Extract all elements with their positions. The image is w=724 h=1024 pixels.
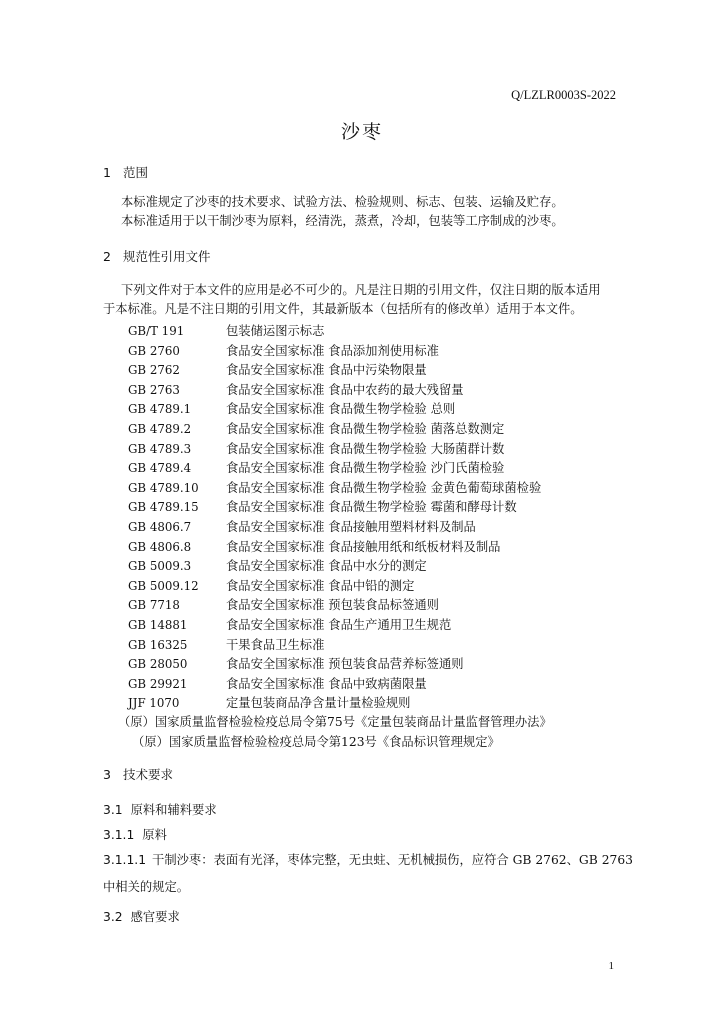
reference-title: 食品安全国家标准 食品中水分的测定 (226, 559, 427, 574)
reference-row (128, 517, 476, 537)
reference-row (128, 321, 324, 341)
subsection-title: 原料和辅料要求 (130, 803, 217, 817)
reference-title: 食品安全国家标准 食品中污染物限量 (226, 363, 427, 378)
reference-code: GB 4789.2 (128, 422, 192, 436)
clause-term: 干制沙枣 (152, 853, 202, 867)
reference-title: 食品安全国家标准 食品微生物学检验 沙门氏菌检验 (226, 461, 505, 476)
subsection-number: 3.1.1 (103, 828, 135, 842)
reference-code: GB 16325 (128, 637, 188, 652)
reference-title: 食品安全国家标准 食品中致病菌限量 (226, 676, 427, 691)
reference-row (128, 419, 504, 439)
reference-row (128, 380, 464, 400)
clause-3-1-1-1-continued: 中相关的规定。 (103, 880, 190, 894)
clause-3-1-1-1 (103, 851, 633, 870)
section-number: 2 (103, 249, 111, 264)
reference-title: 食品安全国家标准 食品接触用纸和纸板材料及制品 (226, 539, 501, 554)
document-title: 沙枣 (340, 121, 383, 143)
reference-code: GB 4806.8 (128, 539, 192, 554)
section-number: 1 (103, 165, 111, 180)
reference-title: 干果食品卫生标准 (226, 637, 325, 652)
reference-code: GB 14881 (128, 618, 188, 632)
reference-code: GB 2760 (128, 343, 180, 358)
subsection-title: 原料 (142, 828, 167, 842)
section-title: 技术要求 (123, 767, 174, 782)
reference-title: 食品安全国家标准 预包装食品营养标签通则 (226, 657, 464, 672)
reference-row (128, 635, 324, 655)
document-code: Q/LZLR0003S-2022 (511, 88, 616, 102)
reference-title: 食品安全国家标准 食品中铅的测定 (226, 578, 415, 593)
reference-code: GB 29921 (128, 676, 188, 691)
subsection-heading-3-2 (103, 907, 180, 925)
subsection-number: 3.1 (103, 803, 123, 817)
clause-text: ：表面有光泽，枣体完整，无虫蛀、无机械损伤，应符合 GB 2762、GB 2763 (201, 853, 633, 867)
subsection-heading-3-1-1 (103, 825, 167, 843)
reference-title: 食品安全国家标准 食品添加剂使用标准 (226, 343, 439, 358)
scope-paragraph-2: 本标准适用于以干制沙枣为原料，经清洗，蒸煮，冷却，包装等工序制成的沙枣。 (121, 214, 564, 228)
reference-code: GB 5009.3 (128, 559, 192, 574)
reference-title: 食品安全国家标准 食品微生物学检验 霉菌和酵母计数 (226, 500, 517, 515)
reference-title: 包装储运图示标志 (226, 324, 325, 338)
reference-code: GB 7718 (128, 598, 180, 613)
reference-row (128, 439, 504, 459)
reference-title: 食品安全国家标准 食品微生物学检验 大肠菌群计数 (226, 441, 505, 456)
decree-reference-1: （原）国家质量监督检验检疫总局令第75号《定量包装商品计量监督管理办法》 (118, 715, 552, 729)
reference-title: 定量包装商品净含量计量检验规则 (226, 696, 411, 711)
reference-row (128, 360, 427, 380)
normative-intro-line-1: 下列文件对于本文件的应用是必不可少的。凡是注日期的引用文件，仅注日期的版本适用 (121, 283, 601, 297)
reference-code: GB 28050 (128, 657, 188, 672)
reference-title: 食品安全国家标准 食品生产通用卫生规范 (226, 618, 452, 632)
reference-code: GB 4806.7 (128, 520, 192, 534)
reference-row (128, 399, 455, 419)
clause-number: 3.1.1.1 (103, 853, 147, 867)
reference-row (128, 458, 504, 478)
section-heading-normative-references (103, 247, 211, 265)
normative-intro-line-2: 于本标准。凡是不注日期的引用文件，其最新版本（包括所有的修改单）适用于本文件。 (103, 302, 583, 316)
reference-row (128, 478, 541, 498)
section-heading-technical-requirements (103, 765, 173, 783)
reference-row (128, 576, 414, 596)
reference-row (128, 341, 439, 361)
reference-code: GB 4789.15 (128, 500, 199, 515)
reference-row (128, 693, 410, 713)
reference-row (128, 497, 517, 517)
reference-code: GB 4789.1 (128, 402, 192, 417)
section-number: 3 (103, 767, 111, 782)
reference-row (128, 654, 464, 674)
reference-code: GB 2762 (128, 363, 180, 378)
reference-code: JJF 1070 (128, 696, 180, 711)
reference-row (128, 674, 427, 694)
reference-row (128, 595, 439, 615)
reference-code: GB/T 191 (128, 324, 185, 338)
reference-row (128, 537, 500, 557)
reference-row (128, 615, 451, 635)
reference-code: GB 4789.10 (128, 480, 199, 495)
scope-paragraph-1: 本标准规定了沙枣的技术要求、试验方法、检验规则、标志、包装、运输及贮存。 (121, 195, 564, 209)
reference-code: GB 4789.4 (128, 461, 192, 476)
reference-title: 食品安全国家标准 食品微生物学检验 菌落总数测定 (226, 422, 505, 436)
reference-code: GB 2763 (128, 382, 180, 397)
section-title: 规范性引用文件 (123, 249, 211, 264)
reference-title: 食品安全国家标准 食品微生物学检验 金黄色葡萄球菌检验 (226, 480, 542, 495)
reference-title: 食品安全国家标准 食品中农药的最大残留量 (226, 382, 464, 397)
subsection-number: 3.2 (103, 910, 123, 924)
subsection-title: 感官要求 (130, 910, 180, 924)
reference-row (128, 556, 427, 576)
reference-code: GB 5009.12 (128, 578, 199, 593)
section-title: 范围 (123, 165, 149, 180)
reference-title: 食品安全国家标准 预包装食品标签通则 (226, 598, 439, 613)
reference-title: 食品安全国家标准 食品接触用塑料材料及制品 (226, 520, 476, 534)
reference-title: 食品安全国家标准 食品微生物学检验 总则 (226, 402, 456, 417)
subsection-heading-3-1 (103, 800, 217, 818)
decree-reference-2: （原）国家质量监督检验检疫总局令第123号《食品标识管理规定》 (132, 735, 500, 749)
page-number: 1 (608, 960, 614, 972)
section-heading-scope (103, 163, 148, 181)
reference-code: GB 4789.3 (128, 441, 192, 456)
